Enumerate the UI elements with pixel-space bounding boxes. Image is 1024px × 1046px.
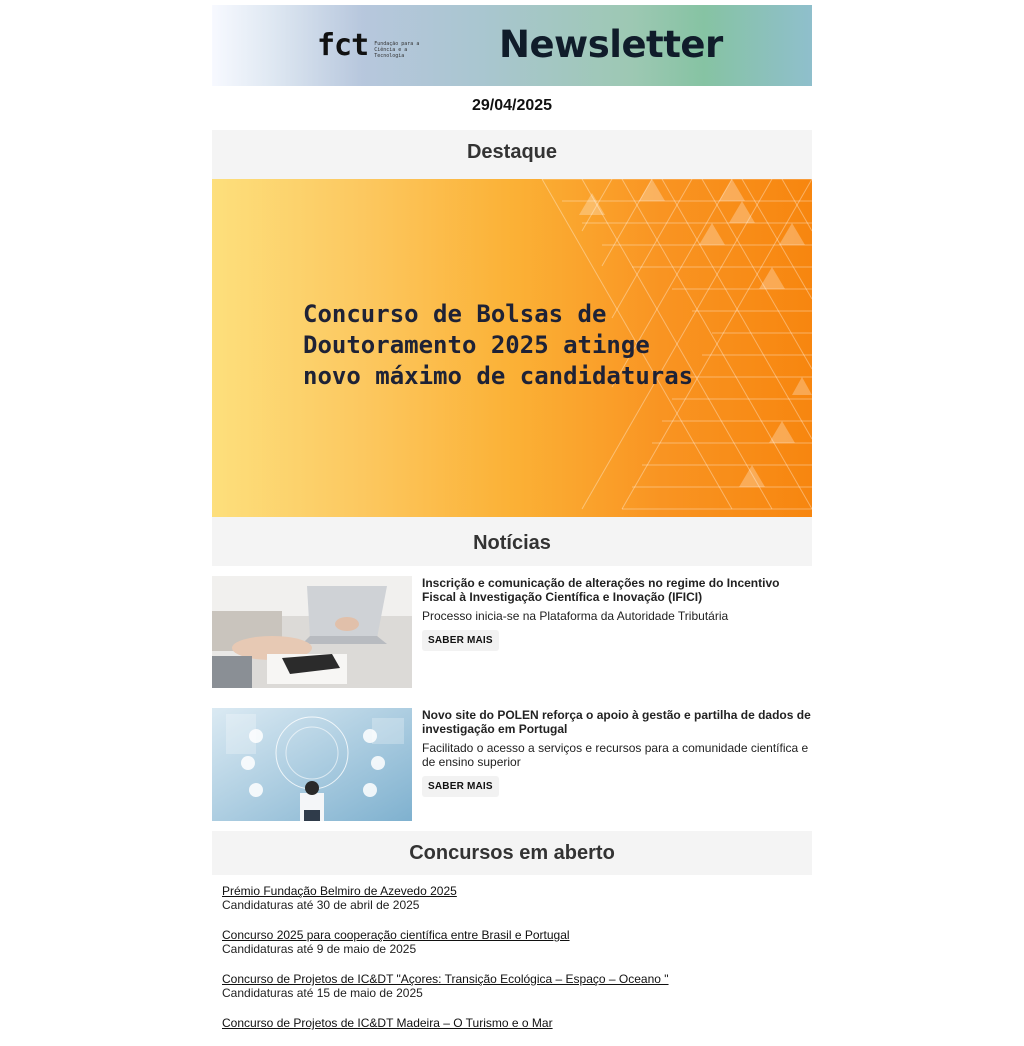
- newsletter: [212, 5, 812, 1046]
- news-body: [412, 708, 812, 821]
- logo-text: Fundação para a Ciência e a Tecnologia: [374, 41, 420, 59]
- contest-item: [222, 972, 802, 1000]
- news-item: [212, 708, 812, 821]
- section-heading-highlight: Destaque: [212, 130, 812, 179]
- banner-line: novo máximo de candidaturas: [303, 362, 694, 390]
- news-summary: Processo inicia-se na Plataforma da Autoridade Tributária: [422, 609, 729, 623]
- banner-line: Doutoramento 2025 atinge: [303, 331, 650, 359]
- news-item: [212, 576, 812, 688]
- news-title[interactable]: Novo site do POLEN reforça o apoio à gestão e partilha de dados de investigação em Portugal: [422, 708, 811, 736]
- newsletter-title: Newsletter: [499, 23, 723, 66]
- contest-item: [222, 928, 802, 956]
- contests-list: [212, 875, 812, 1030]
- contest-link[interactable]: Prémio Fundação Belmiro de Azevedo 2025: [222, 884, 457, 898]
- contest-link[interactable]: Concurso de Projetos de IC&DT Madeira – O Turismo e o Mar: [222, 1016, 553, 1030]
- section-heading-contests: Concursos em aberto: [212, 831, 812, 875]
- read-more-button[interactable]: SABER MAIS: [422, 776, 499, 797]
- contest-link[interactable]: Concurso de Projetos de IC&DT "Açores: Transição Ecológica – Espaço – Oceano ": [222, 972, 669, 986]
- news-image-network[interactable]: [212, 708, 412, 821]
- highlight-banner[interactable]: [212, 179, 812, 517]
- calculator-photo: [212, 576, 412, 688]
- banner-line: Concurso de Bolsas de: [303, 300, 607, 328]
- news-image-calculator[interactable]: [212, 576, 412, 688]
- highlight-banner-text: [303, 299, 693, 392]
- contest-item: [222, 1016, 802, 1030]
- news-body: [412, 576, 812, 688]
- news-title[interactable]: Inscrição e comunicação de alterações no regime do Incentivo Fiscal à Investigação Científica e Inovação (IFICI): [422, 576, 780, 604]
- contest-link[interactable]: Concurso 2025 para cooperação científica entre Brasil e Portugal: [222, 928, 570, 942]
- fct-logo[interactable]: [317, 28, 420, 63]
- contest-item: [222, 884, 802, 912]
- section-heading-news: Notícias: [212, 517, 812, 566]
- news-summary: Facilitado o acesso a serviços e recursos para a comunidade científica e de ensino superior: [422, 741, 809, 769]
- contest-deadline: Candidaturas até 15 de maio de 2025: [222, 986, 423, 1000]
- logo-mark: fct: [317, 28, 369, 63]
- header-banner: [212, 5, 812, 86]
- contest-deadline: Candidaturas até 30 de abril de 2025: [222, 898, 420, 912]
- read-more-button[interactable]: SABER MAIS: [422, 630, 499, 651]
- issue-date: 29/04/2025: [471, 97, 553, 114]
- data-network-photo: [212, 708, 412, 821]
- contest-deadline: Candidaturas até 9 de maio de 2025: [222, 942, 417, 956]
